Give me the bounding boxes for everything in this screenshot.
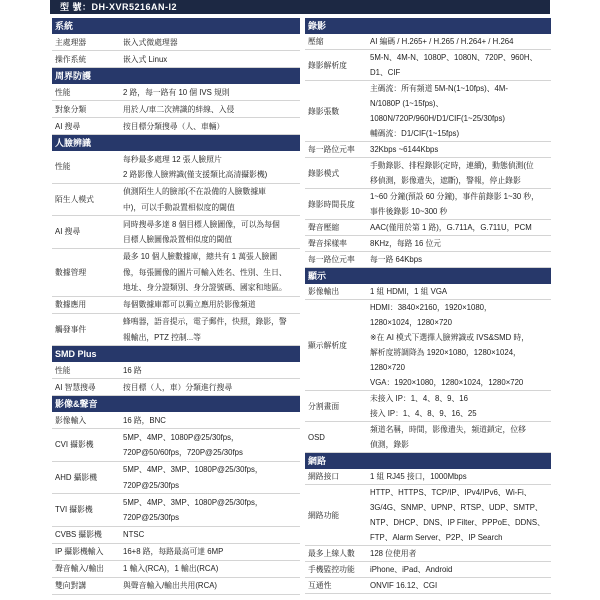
spec-label: TVI 攝影機 bbox=[55, 505, 93, 515]
row-stranger-mode bbox=[52, 184, 300, 217]
row-operating-system bbox=[52, 51, 300, 68]
spec-label: 顯示解析度 bbox=[308, 340, 347, 350]
spec-value-line: 偵測陌生人的臉部(不在設備的人臉數據庫 bbox=[123, 187, 266, 196]
right-spec-column bbox=[305, 18, 551, 598]
spec-value bbox=[369, 469, 551, 484]
spec-label: 雙向對講 bbox=[55, 581, 87, 590]
spec-value-line: 720P@25/30fps bbox=[123, 513, 180, 522]
spec-value-line: 移偵測，影像遺失，遮斷)，警報，停止錄影 bbox=[370, 176, 521, 185]
spec-value-line: HDMI：3840×2160，1920×1080， bbox=[370, 303, 492, 312]
spec-value bbox=[369, 189, 551, 219]
spec-value-line: 1280×1024，1280×720 bbox=[370, 318, 452, 327]
spec-value-line: 最多 10 個人臉數據庫，總共有 1 萬張人臉圖 bbox=[123, 252, 278, 261]
row-record-interval bbox=[305, 189, 551, 220]
section-display bbox=[305, 268, 551, 453]
spec-value bbox=[369, 578, 551, 593]
spec-value-line: 2 路影像人臉辨識(僅支援類比高清攝影機) bbox=[123, 170, 268, 179]
section-header-network: 網路 bbox=[305, 453, 551, 469]
section-header-display: 顯示 bbox=[305, 268, 551, 284]
row-smd-performance bbox=[52, 362, 300, 379]
row-max-users bbox=[305, 546, 551, 562]
spec-label: 互通性 bbox=[308, 581, 332, 590]
section-header-face-recognition: 人臉辨識 bbox=[52, 135, 300, 151]
row-network-functions bbox=[305, 485, 551, 546]
section-header-video-audio: 影像&聲音 bbox=[52, 396, 300, 412]
spec-label: 每一路位元率 bbox=[308, 255, 355, 264]
spec-value-line: 接入 IP：1、4、8、9、16、25 bbox=[370, 409, 477, 418]
spec-value bbox=[369, 50, 551, 80]
spec-value bbox=[122, 544, 300, 560]
row-smd-ai-search bbox=[52, 379, 300, 396]
spec-label: AHD 攝影機 bbox=[55, 472, 98, 482]
spec-value bbox=[122, 430, 300, 461]
spec-value-line: 1280×720 bbox=[370, 363, 405, 372]
section-header-perimeter-protection: 周界防護 bbox=[52, 68, 300, 84]
spec-value-line: 每一路 64Kbps bbox=[370, 255, 423, 264]
spec-label: OSD bbox=[308, 432, 325, 442]
row-cvi-camera bbox=[52, 429, 300, 462]
spec-value-line: 16+8 路，每路最高可達 6MP bbox=[123, 547, 224, 556]
spec-label: 性能 bbox=[55, 87, 71, 97]
section-network bbox=[305, 453, 551, 594]
spec-value-line: AI 編碼 / H.265+ / H.265 / H.264+ / H.264 bbox=[370, 37, 514, 46]
spec-label: 對象分類 bbox=[55, 104, 87, 114]
spec-value-line: 報輸出，PTZ 控制...等 bbox=[123, 332, 201, 342]
spec-value-line: 輔碼流：D1/CIF(1~15fps) bbox=[370, 129, 460, 138]
row-perimeter-ai-search bbox=[52, 118, 300, 135]
spec-value bbox=[369, 252, 551, 267]
spec-label: 網路功能 bbox=[308, 510, 340, 520]
spec-label: 影像輸入 bbox=[55, 415, 87, 425]
section-header-smd-plus: SMD Plus bbox=[52, 346, 300, 362]
spec-label: AI 搜尋 bbox=[55, 121, 81, 131]
spec-value-line: VGA：1920×1080，1280×1024，1280×720 bbox=[370, 378, 524, 387]
row-cvbs-camera bbox=[52, 527, 300, 544]
spec-value bbox=[369, 34, 551, 49]
spec-value bbox=[122, 380, 300, 396]
spec-value bbox=[122, 578, 300, 594]
spec-label: 聲音壓縮 bbox=[308, 223, 340, 232]
spec-label: IP 攝影機輸入 bbox=[55, 547, 104, 556]
spec-value bbox=[122, 102, 300, 118]
row-record-frame-rate bbox=[305, 81, 551, 142]
spec-value bbox=[369, 81, 551, 141]
row-two-way-talk bbox=[52, 578, 300, 595]
spec-value-line: 未接入 IP：1、4、8、9、16 bbox=[370, 394, 468, 403]
spec-value bbox=[122, 462, 300, 493]
spec-value-line: 像，每張圖像的圖片可輸入姓名、性別、生日、 bbox=[123, 267, 287, 277]
spec-value bbox=[122, 152, 300, 183]
spec-label: 分割畫面 bbox=[308, 401, 340, 411]
spec-label: 錄影模式 bbox=[308, 168, 340, 178]
row-multi-screen bbox=[305, 391, 551, 422]
row-trigger-events bbox=[52, 314, 300, 347]
spec-value-line: 1 組 HDMI，1 組 VGA bbox=[370, 287, 448, 296]
spec-value-line: 解析度將調降為 1920×1080，1280×1024， bbox=[370, 348, 521, 357]
spec-value-line: 1080N/720P/960H/D1/CIF(1~25/30fps) bbox=[370, 114, 506, 123]
spec-value bbox=[369, 142, 551, 157]
spec-value-line: ONVIF 16.12、CGI bbox=[370, 581, 438, 590]
section-smd-plus bbox=[52, 346, 300, 396]
section-perimeter-protection bbox=[52, 68, 300, 135]
left-spec-column bbox=[52, 18, 300, 598]
spec-label: AI 智慧搜尋 bbox=[55, 382, 96, 392]
spec-value-line: iPhone、iPad、Android bbox=[370, 565, 453, 574]
section-recording bbox=[305, 18, 551, 268]
spec-value-line: NTSC bbox=[123, 530, 145, 539]
row-osd bbox=[305, 422, 551, 453]
spec-value bbox=[122, 495, 300, 526]
spec-value bbox=[369, 562, 551, 577]
row-interoperability bbox=[305, 578, 551, 594]
spec-value bbox=[122, 363, 300, 379]
row-bitrate-per-channel bbox=[305, 142, 551, 158]
section-video-audio bbox=[52, 396, 300, 595]
spec-value-line: 偵測，錄影 bbox=[370, 440, 409, 449]
spec-value-line: 蜂鳴器，語音提示，電子郵件，快照，錄影，警 bbox=[123, 317, 287, 326]
row-compression bbox=[305, 34, 551, 50]
spec-value-line: 事件後錄影 10~300 秒 bbox=[370, 207, 448, 216]
spec-value bbox=[122, 119, 300, 135]
spec-value-line: 2 路，每一路有 10 個 IVS 規則 bbox=[123, 87, 230, 97]
spec-label: 數據應用 bbox=[55, 300, 87, 309]
row-main-processor bbox=[52, 34, 300, 51]
spec-value-line: 720P@25/30fps bbox=[123, 480, 180, 490]
spec-value-line: 手動錄影、排程錄影(定時，連續)，動態偵測(位 bbox=[370, 161, 534, 170]
spec-value-line: 每秒最多處理 12 張人臉照片 bbox=[123, 154, 222, 164]
spec-label: 聲音輸入/輸出 bbox=[55, 564, 104, 573]
spec-label: 影像輸出 bbox=[308, 287, 340, 296]
spec-label: 手機監控功能 bbox=[308, 565, 355, 574]
spec-label: 最多上線人數 bbox=[308, 549, 355, 558]
spec-label: 每一路位元率 bbox=[308, 145, 355, 154]
spec-value-line: NTP、DHCP、DNS、IP Filter、PPPoE、DDNS、 bbox=[370, 518, 545, 527]
spec-label: 觸發事件 bbox=[55, 324, 87, 334]
spec-value bbox=[369, 284, 551, 299]
spec-value-line: HTTP、HTTPS、TCP/IP、IPv4/IPv6、Wi-Fi、 bbox=[370, 488, 532, 497]
spec-value-line: 按目標分類搜尋（人、車輛） bbox=[123, 121, 225, 131]
spec-value bbox=[122, 85, 300, 101]
spec-value-line: 主碼流：所有頻道 5M-N(1~10fps)、4M- bbox=[370, 84, 508, 93]
spec-label: 錄影時間長度 bbox=[308, 199, 355, 209]
spec-label: 陌生人模式 bbox=[55, 194, 94, 204]
spec-value bbox=[122, 249, 300, 296]
spec-value-line: 1 輸入(RCA)，1 輸出(RCA) bbox=[123, 564, 219, 573]
spec-value bbox=[122, 35, 300, 51]
spec-label: 網路接口 bbox=[308, 472, 340, 481]
row-audio-bitrate bbox=[305, 252, 551, 268]
row-mobile-monitoring bbox=[305, 562, 551, 578]
spec-label: 錄影解析度 bbox=[308, 60, 347, 70]
spec-value-line: 地址、身分證類別、身分證號碼、國家和地區。 bbox=[123, 283, 287, 292]
spec-value-line: 與聲音輸入/輸出共用(RCA) bbox=[123, 581, 217, 590]
spec-value bbox=[369, 422, 551, 452]
spec-label: CVBS 攝影機 bbox=[55, 530, 102, 539]
row-record-resolution bbox=[305, 50, 551, 81]
spec-value bbox=[369, 546, 551, 561]
spec-label: 錄影張數 bbox=[308, 106, 340, 116]
spec-value-line: 16 路 bbox=[123, 365, 142, 375]
section-system bbox=[52, 18, 300, 68]
spec-value bbox=[122, 297, 300, 313]
spec-value bbox=[369, 236, 551, 251]
spec-value-line: 128 位使用者 bbox=[370, 549, 417, 558]
row-network-interface bbox=[305, 469, 551, 485]
spec-value bbox=[122, 561, 300, 577]
spec-label: 聲音採樣率 bbox=[308, 239, 347, 248]
row-ip-camera-input bbox=[52, 544, 300, 561]
spec-value-line: 嵌入式 Linux bbox=[123, 54, 168, 64]
section-header-system: 系統 bbox=[52, 18, 300, 34]
spec-value-line: 16 路，BNC bbox=[123, 415, 166, 425]
section-face-recognition bbox=[52, 135, 300, 346]
spec-value-line: 32Kbps ~6144Kbps bbox=[370, 145, 439, 154]
spec-value-line: 1~60 分鐘(預設 60 分鐘)，事件前錄影 1~30 秒， bbox=[370, 192, 539, 201]
spec-label: 主處理器 bbox=[55, 37, 87, 47]
spec-value bbox=[122, 52, 300, 68]
spec-value-line: 每個數據庫都可以獨立應用於影像頻道 bbox=[123, 300, 256, 309]
row-object-classification bbox=[52, 101, 300, 118]
row-perimeter-performance bbox=[52, 84, 300, 101]
spec-value-line: 頻道名稱，時間，影像遺失，頻道鎖定，位移 bbox=[370, 425, 526, 434]
spec-label: 壓縮 bbox=[308, 37, 324, 46]
spec-label: 性能 bbox=[55, 162, 71, 172]
row-record-mode bbox=[305, 158, 551, 189]
row-face-ai-search bbox=[52, 216, 300, 249]
spec-value bbox=[122, 527, 300, 543]
spec-value-line: 按目標（人，車）分類進行搜尋 bbox=[123, 382, 233, 392]
spec-value bbox=[122, 413, 300, 429]
spec-value-line: 5M-N、4M-N、1080P、1080N、720P、960H、 bbox=[370, 53, 538, 62]
spec-value-line: 5MP、4MP、1080P@25/30fps， bbox=[123, 432, 239, 442]
spec-value bbox=[122, 184, 300, 215]
spec-value-line: 目標人臉圖像設置相似度的閾值 bbox=[123, 235, 233, 244]
spec-label: 數據管理 bbox=[55, 267, 87, 277]
section-header-recording: 錄影 bbox=[305, 18, 551, 34]
row-video-output bbox=[305, 284, 551, 300]
row-data-management bbox=[52, 249, 300, 297]
spec-value bbox=[369, 220, 551, 235]
spec-label: CVI 攝影機 bbox=[55, 440, 94, 450]
row-display-resolution bbox=[305, 300, 551, 391]
spec-value-line: 用於人/車二次辨識的絆線、入侵 bbox=[123, 104, 235, 114]
row-audio-in-out bbox=[52, 561, 300, 578]
spec-value bbox=[369, 300, 551, 390]
model-number-header: 型 號：DH-XVR5216AN-I2 bbox=[50, 0, 550, 14]
spec-label: AI 搜尋 bbox=[55, 227, 81, 237]
row-ahd-camera bbox=[52, 462, 300, 495]
row-audio-sample-rate bbox=[305, 236, 551, 252]
spec-label: 性能 bbox=[55, 365, 71, 375]
spec-value-line: FTP、Alarm Server、P2P、IP Search bbox=[370, 533, 503, 542]
spec-value-line: 同時搜尋多達 8 個目標人臉圖像，可以為每個 bbox=[123, 219, 280, 229]
row-video-input bbox=[52, 412, 300, 429]
spec-value-line: 1 組 RJ45 接口，1000Mbps bbox=[370, 472, 467, 481]
spec-value bbox=[122, 314, 300, 345]
spec-value-line: 720P@50/60fps，720P@25/30fps bbox=[123, 448, 243, 457]
spec-value-line: AAC(僅用於第 1 路)，G.711A，G.711U，PCM bbox=[370, 223, 532, 232]
spec-value-line: 8KHz，每路 16 位元 bbox=[370, 239, 442, 248]
spec-label: 操作系統 bbox=[55, 54, 87, 64]
spec-value bbox=[122, 217, 300, 248]
spec-value bbox=[369, 158, 551, 188]
spec-value-line: N/1080P (1~15fps)、 bbox=[370, 99, 444, 108]
spec-value bbox=[369, 391, 551, 421]
spec-value-line: 嵌入式微處理器 bbox=[123, 37, 178, 47]
row-audio-compression bbox=[305, 220, 551, 236]
spec-value-line: 5MP、4MP、3MP、1080P@25/30fps， bbox=[123, 497, 263, 507]
spec-value bbox=[369, 485, 551, 545]
row-tvi-camera bbox=[52, 494, 300, 527]
spec-value-line: D1、CIF bbox=[370, 68, 401, 77]
spec-value-line: 3G/4G、SNMP、UPNP、RTSP、UDP、SMTP、 bbox=[370, 503, 543, 512]
spec-value-line: 中)，可以手動設置相似度的閾值 bbox=[123, 202, 235, 212]
spec-value-line: 5MP、4MP、3MP、1080P@25/30fps， bbox=[123, 465, 263, 474]
row-face-performance bbox=[52, 151, 300, 184]
row-data-application bbox=[52, 297, 300, 314]
spec-value-line: ※在 AI 模式下選擇人臉辨識或 IVS&SMD 時， bbox=[370, 333, 530, 342]
